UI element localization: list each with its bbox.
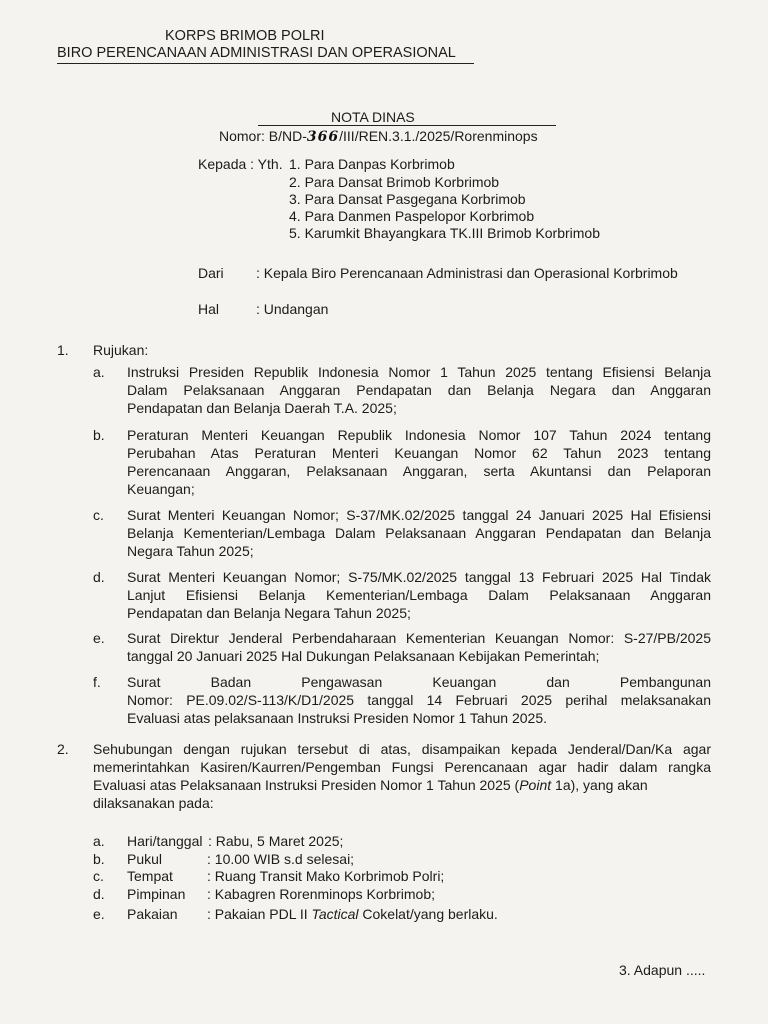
item-line: Nomor: PE.09.02/S-113/K/D1/2025 tanggal 14 Februari 2025 perihal melaksanakan (127, 692, 711, 708)
detail-letter: a. (93, 833, 105, 849)
org-name: KORPS BRIMOB POLRI (165, 28, 325, 44)
item-line: Negara Tahun 2025; (127, 543, 254, 559)
detail-label: Pukul (127, 851, 163, 867)
detail-letter: c. (93, 868, 104, 884)
kepada-item: 2. Para Dansat Brimob Korbrimob (289, 174, 500, 190)
detail-letter: e. (93, 906, 105, 922)
item-letter: f. (93, 674, 101, 690)
nomor-suffix: /III/REN.3.1./2025/Rorenminops (339, 128, 538, 144)
detail-value-emphasis: Tactical (311, 906, 359, 922)
detail-value: : 10.00 WIB s.d selesai; (207, 851, 355, 867)
item-line: Evaluasi atas pelaksanaan Instruksi Presiden Nomor 1 Tahun 2025. (127, 710, 547, 726)
paragraph-text: 1a), yang akan (551, 777, 648, 793)
detail-value: : Ruang Transit Mako Korbrimob Polri; (207, 868, 445, 884)
section-title: Rujukan: (93, 342, 149, 358)
item-line: Pendapatan dan Belanja Daerah T.A. 2025; (127, 400, 397, 416)
paragraph-line: Sehubungan dengan rujukan tersebut di atas, disampaikan kepada Jenderal/Dan/Ka agar (93, 741, 711, 757)
detail-value: : Kabagren Rorenminops Korbrimob; (207, 886, 436, 902)
hal-label: Hal (198, 301, 220, 317)
item-line: Dalam Pelaksanaan Anggaran Pendapatan dan Belanja Negara dan Anggaran (127, 382, 711, 398)
detail-letter: b. (93, 851, 105, 867)
paragraph-line: dilaksanakan pada: (93, 795, 214, 811)
kepada-item: 1. Para Danpas Korbrimob (289, 156, 455, 172)
item-line: Pendapatan dan Belanja Negara Tahun 2025; (127, 605, 411, 621)
detail-label: Tempat (127, 868, 173, 884)
item-letter: a. (93, 364, 105, 380)
kepada-item: 5. Karumkit Bhayangkara TK.III Brimob Korbrimob (289, 225, 600, 241)
paragraph-line: memerintahkan Kasiren/Kaurren/Pengemban Fungsi Perencanaan agar hadir dalam rangka (93, 759, 711, 775)
detail-value: : Rabu, 5 Maret 2025; (208, 833, 344, 849)
doc-title: NOTA DINAS (331, 109, 415, 125)
header-underline (57, 63, 474, 64)
nomor-handwritten: 366 (306, 129, 340, 145)
item-letter: d. (93, 569, 105, 585)
nomor-prefix: Nomor: B/ND- (219, 128, 307, 144)
paragraph-line (93, 776, 648, 794)
item-line: tanggal 20 Januari 2025 Hal Dukungan Pelaksanaan Kebijakan Pemerintah; (127, 648, 600, 664)
title-underline (258, 125, 556, 126)
bureau-name: BIRO PERENCANAAN ADMINISTRASI DAN OPERASIONAL (57, 45, 456, 61)
detail-label: Pakaian (127, 906, 178, 922)
item-line: Surat Menteri Keuangan Nomor; S-37/MK.02/2025 tanggal 24 Januari 2025 Hal Efisiensi (127, 507, 711, 523)
page-continuation: 3. Adapun ..... (619, 962, 706, 978)
kepada-item: 4. Para Danmen Paspelopor Korbrimob (289, 208, 535, 224)
kepada-item: 3. Para Dansat Pasgegana Korbrimob (289, 191, 526, 207)
kepada-label: Kepada : Yth. (198, 156, 283, 172)
detail-label: Hari/tanggal (127, 833, 203, 849)
dari-value: : Kepala Biro Perencanaan Administrasi dan Operasional Korbrimob (256, 265, 678, 281)
detail-value-text: : Pakaian PDL II (207, 906, 312, 922)
paragraph-emphasis: Point (519, 777, 552, 793)
dari-label: Dari (198, 265, 224, 281)
item-line: Peraturan Menteri Keuangan Republik Indonesia Nomor 107 Tahun 2024 tentang (127, 427, 711, 443)
item-letter: c. (93, 507, 104, 523)
item-line: Keuangan; (127, 481, 195, 497)
paragraph-text: Evaluasi atas Pelaksanaan Instruksi Presiden Nomor 1 Tahun 2025 ( (93, 777, 520, 793)
detail-value-text: Cokelat/yang berlaku. (358, 906, 498, 922)
section-number: 1. (57, 342, 69, 358)
item-line: Instruksi Presiden Republik Indonesia Nomor 1 Tahun 2025 tentang Efisiensi Belanja (127, 364, 711, 380)
detail-label: Pimpinan (127, 886, 186, 902)
item-line: Surat Badan Pengawasan Keuangan dan Pembangunan (127, 674, 711, 690)
item-line: Belanja Kementerian/Lembaga Dalam Pelaksanaan Anggaran Pendapatan dan Belanja (127, 525, 711, 541)
item-line: Lanjut Efisiensi Belanja Kementerian/Lembaga Dalam Pelaksanaan Anggaran (127, 587, 711, 603)
section-number: 2. (57, 741, 69, 757)
detail-letter: d. (93, 886, 105, 902)
item-line: Surat Menteri Keuangan Nomor; S-75/MK.02/2025 tanggal 13 Februari 2025 Hal Tindak (127, 569, 711, 585)
item-letter: e. (93, 630, 105, 646)
item-line: Perencanaan Anggaran, Pelaksanaan Anggaran, serta Akuntansi dan Pelaporan (127, 463, 711, 479)
detail-value (207, 905, 498, 923)
doc-number (219, 127, 538, 146)
hal-value: : Undangan (256, 301, 329, 317)
item-line: Surat Direktur Jenderal Perbendaharaan Kementerian Keuangan Nomor: S-27/PB/2025 (127, 630, 711, 646)
item-letter: b. (93, 427, 105, 443)
item-line: Perubahan Atas Peraturan Menteri Keuangan Nomor 62 Tahun 2023 tentang (127, 445, 711, 461)
